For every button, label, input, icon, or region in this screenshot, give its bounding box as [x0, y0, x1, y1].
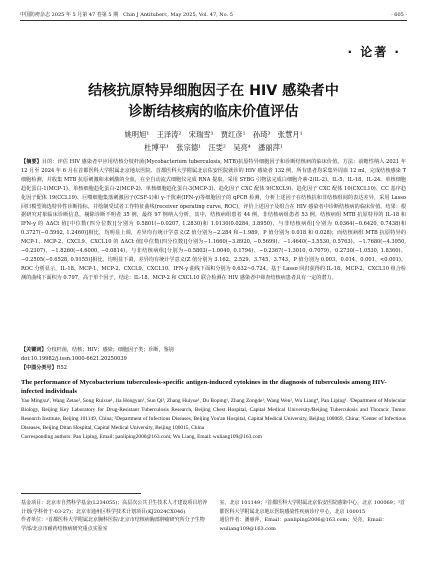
abstract-label: 【摘要】	[21, 159, 42, 165]
author-line-2: 杜博平¹ 张宗德¹ 汪雯² 吴亮⁴ 潘丽萍¹	[144, 143, 283, 152]
running-header	[20, 7, 407, 21]
author-line-1: 姚明旭¹ 王泽涛² 宋瑞雪¹ 贾红彦¹ 孙琦³ 张慧月¹	[124, 130, 303, 139]
footnote-divider	[21, 493, 141, 494]
classification-text: R52	[56, 365, 67, 371]
abstract	[21, 158, 406, 283]
classification-number	[21, 364, 406, 373]
footnote-right-column: 室，北京 101149；²首都医科大学附属北京佑安医院感染中心，北京 100069；³首都医科大学附属北京地坛医院感染性疾病诊疗中心，北京 100015 通信作者：潘丽萍，Email：panliping2006@163.com；吴亮，Email：wuliang109@163.com	[219, 500, 405, 532]
footnote-left-column: 基金项目：北京市自然科学基金(L234055)；高层次公共卫生技术人才建设项目培养计划(学科骨干-03-27)；北京市通州区科学技术计划项目(KJ2024CX046) 作者单位：¹首都医科大学附属北京胸科医院/北京市结核病胸部肿瘤研究所分子生物学部/北京市耐药结核病研究重点实验室	[21, 500, 208, 532]
corresponding-authors: Corresponding authors: Pan Liping, Email: panliping2006@163.com; Wu Liang, Email: wuliang109@163.com	[21, 433, 262, 440]
running-header-journal: 中国防痨杂志 2025 年 5 月第 47 卷第 5 期 Chin J Antituberc, May 2025, Vol. 47, No. 5	[20, 12, 233, 18]
footnotes	[21, 499, 406, 533]
english-title: The performance of Mycobacterium tuberculosis-specific antigen-induced cytokines in the diagnosis of tuberculosis among HIV-infected individuals	[21, 379, 387, 395]
page-number: · 605 ·	[391, 12, 407, 18]
abstract-text: 目的：评估 HIV 感染者中应用结核分枝杆菌(Mycobacterium tuberculosis, MTB)抗原特异细胞因子和诊断结核病的临床价值。方法：前瞻性纳入 2021 年 12 月至 2024 年 6 月在首都医科大学附属北京地坛医院、首都医科大学附属北京佑安医院就诊的 HIV 感染者 132 例，所有患者均采集外周血 12 ml，完成结核感染 T 细胞检测，并收集 MTB 抗原刺激和未刺激的全血，在全自动流式细胞仪完成 RNA 提取，采用 SYBG 引物法完成白细胞介素-2(IL-2)、IL-5、IL-18、IL-24、单核细胞趋化蛋白-1(MCP-1)、单核细胞趋化蛋白-2(MCP-2)、单核细胞趋化蛋白-3(MCP-3)、趋化因子 CXC 配体 9(CXCL9)、趋化因子 CXC 配体 10(CXCL10)、CC 基序趋化因子配体 19(CCL19)、巨噬细胞集落刺激因子(CSF-1)和 γ-干扰素(IFN-γ)等细胞因子的 qPCR 检测，分析上述因子在结核抗和非结核组间的表达差异，采用 Lasso 回归模型筛选特异性诊断指标，并绘制受试者工作特征曲线(receiver operating curve, ROC)，评价上述因子及组合在 HIV 感染者中诊断结核病的临床价值。结果：根据研究对象临床诊断信息，剔除诊断不明者 35 例，最终 97 例纳入分析，其中，结核病组患者 44 例，非结核病组患者 53 例。结核病组 MTB 抗原特异的 IL-18 和 IFN-γ 的 ΔΔCt 值[中位数(四分位数)]分别为 0.5801(−0.0207, 1.2830)和 1.0130(0.0284, 3.8950)，与非结核病组[分别为 0.0364(−0.6420, 0.7438)和 0.3727(−0.5992, 1.2460)]相比，均明显上调，差异均有统计学意义(Z 值分别为−2.284 和−1.989，P 值分别为 0.018 和 0.028)；而结核病组 MTB 抗原特异的 MCP-1、MCP-2、CXCL9、CXCL10 的 ΔΔCt 值[中位数(四分位数)]分别为−1.1660(−3.8920, −0.5699)、−1.4640(−3.5530, 0.5763)、−1.7680(−4.3950, −0.2307)、−1.8260(−4.6000, −0.0814)，与非结核病组[分别为−0.5803(−1.0040, 0.1794)、−0.2367(−1.3010, 0.7079)、0.2730(−1.0530, 1.8360)、−0.2505(−0.6528, 0.9155)]相比，均明显下调，差异均有统计学意义(Z 值分别为 3.162、2.529、3.745、3.743，P 值分别为 0.003、0.014、0.001、<0.001)。ROC 分析显示，IL-18、MCP-1、MCP-2、CXCL9、CXCL10、IFN-γ 曲线下面积分别为 0.632~0.724。基于 Lasso 回归获得的 IL-18、MCP-2、CXCL10 组合检测的曲线下面积为 0.797，高于单个因子。结论：IL-18、MCP-2 和 CXCL10 联合检测在 HIV 感染者中筛查结核病患者具有一定的潜力。	[21, 159, 406, 281]
doi: doi:10.19982/j.issn.1000-6621.20250039	[21, 356, 127, 362]
article-title-line-1: 结核抗原特异细胞因子在 HIV 感染者中	[88, 83, 339, 99]
author-list	[28, 128, 399, 154]
keywords	[21, 346, 406, 355]
english-authors	[21, 397, 406, 442]
english-authors-affiliations: Yao Mingxu¹, Wang Zetao², Song Ruixue¹, Jia Hongyan¹, Sun Qi³, Zhang Huiyue¹, Du Boping¹, Zhang Zongde¹, Wang Wen², Wu Liang⁴, Pan Liping¹. ¹Department of Molecular Biology, Beijing Key Laboratory for Drug-Resistant Tuberculosis Research, Beijing Chest Hospital, Capital Medical University/Beijing Tuberculosis and Thoracic Tumor Research Institute, Beijing 101149, China; ²Department of Infectious Diseases, Beijing You'an Hospital, Capital Medical University, Beijing 100069, China; ³Center of Infectious Diseases, Beijing Ditan Hospital, Capital Medical University, Beijing 100015, China	[21, 398, 406, 431]
section-label: · 论著 ·	[347, 45, 401, 59]
article-title	[20, 81, 407, 123]
article-title-line-2: 诊断结核病的临床价值评估	[128, 104, 299, 120]
classification-label: 【中图分类号】	[21, 365, 57, 371]
keywords-label: 【关键词】	[21, 347, 47, 353]
keywords-text: 分枝杆菌，结核；HIV；感染；细胞因子类；诊断，鉴别	[46, 347, 174, 353]
